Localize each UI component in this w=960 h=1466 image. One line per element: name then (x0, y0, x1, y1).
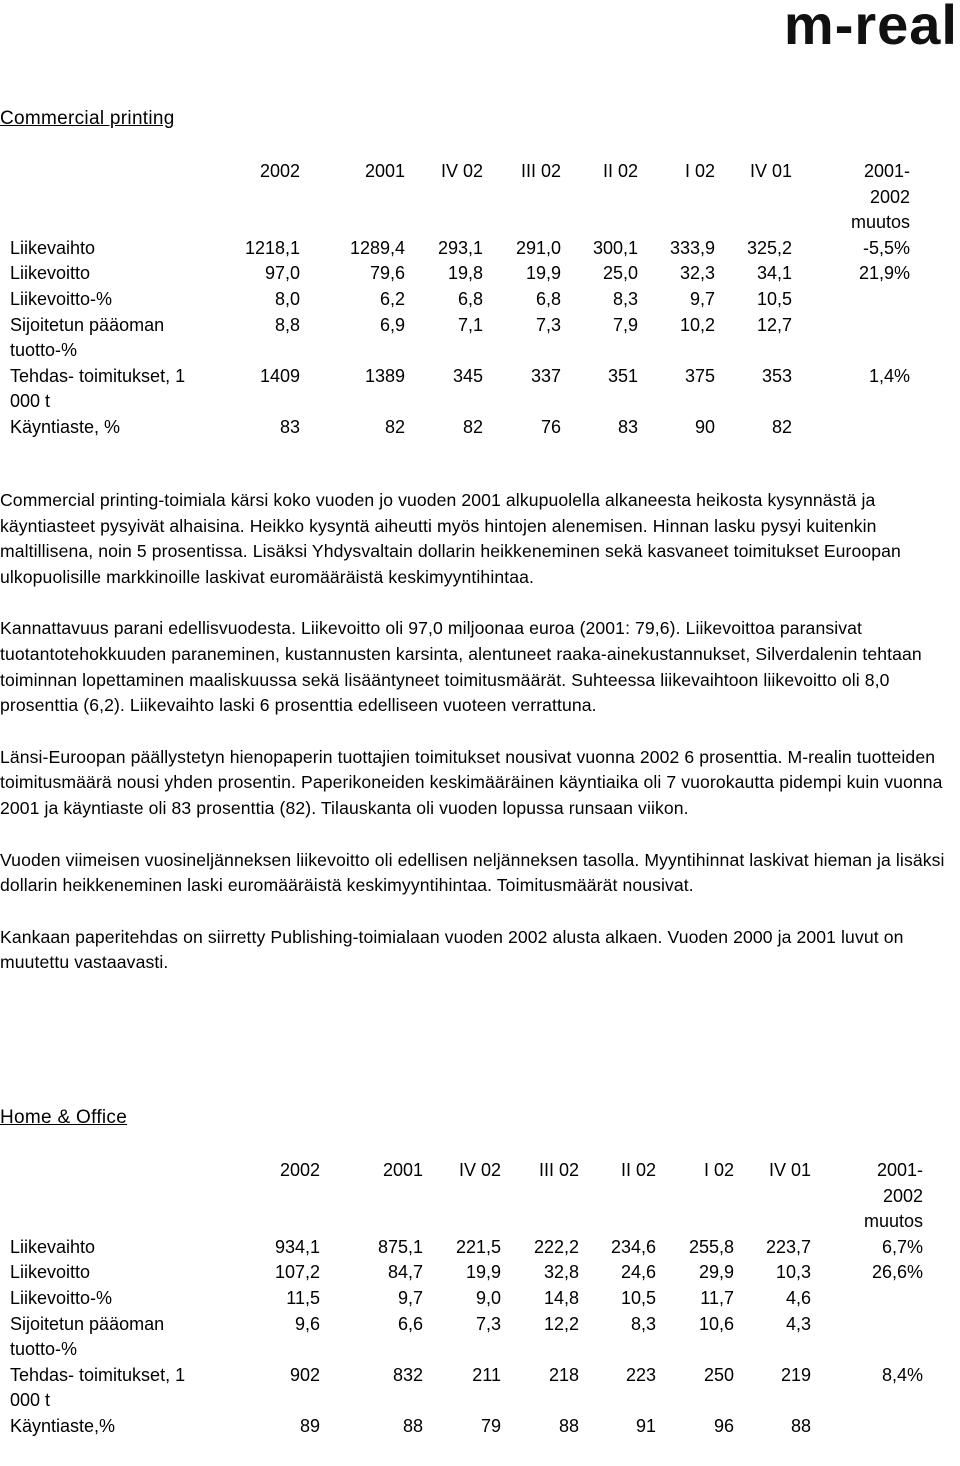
change-cell (792, 287, 910, 313)
value-cell: 9,0 (475, 1287, 501, 1308)
value-cell: 219 (780, 1364, 811, 1385)
change-cell (792, 415, 910, 441)
col-header: I 02 (703, 1160, 734, 1180)
value-cell: 8,8 (274, 314, 300, 335)
value-cell: 1409 (259, 365, 300, 386)
value-cell: 83 (617, 416, 638, 437)
value-cell: 82 (771, 416, 792, 437)
value-cell: 32,3 (679, 263, 715, 284)
value-cell: 291,0 (515, 237, 561, 258)
table-row (10, 261, 910, 287)
col-header-change: 2001-2002 muutos (863, 1160, 923, 1232)
col-header: III 02 (538, 1160, 579, 1180)
value-cell: 6,9 (379, 314, 405, 335)
value-cell: 345 (452, 365, 483, 386)
value-cell: 10,3 (775, 1262, 811, 1283)
col-header: 2002 (259, 161, 300, 181)
value-cell: 6,8 (535, 288, 561, 309)
row-label: Käyntiaste, % (10, 416, 121, 437)
value-cell: 351 (607, 365, 638, 386)
col-header: IV 02 (440, 161, 483, 181)
value-cell: 375 (684, 365, 715, 386)
value-cell: 218 (548, 1364, 579, 1385)
value-cell: 25,0 (602, 263, 638, 284)
value-cell: 9,7 (397, 1287, 423, 1308)
col-header: II 02 (602, 161, 638, 181)
row-label: Liikevoitto (10, 263, 91, 284)
value-cell: 96 (713, 1415, 734, 1436)
value-cell: 24,6 (620, 1262, 656, 1283)
value-cell: 76 (540, 416, 561, 437)
value-cell: 84,7 (387, 1262, 423, 1283)
value-cell: 88 (402, 1415, 423, 1436)
col-header: 2001 (382, 1160, 423, 1180)
value-cell: 6,6 (397, 1313, 423, 1334)
col-header: IV 01 (768, 1160, 811, 1180)
value-cell: 333,9 (669, 237, 715, 258)
table-row (10, 1260, 923, 1286)
col-header: 2001 (364, 161, 405, 181)
table-row (10, 236, 910, 262)
value-cell: 11,7 (700, 1287, 734, 1308)
row-label: Käyntiaste,% (10, 1415, 116, 1436)
body-text (0, 488, 960, 1002)
change-cell: -5,5% (862, 237, 910, 258)
value-cell: 234,6 (610, 1236, 656, 1257)
paragraph: Commercial printing-toimiala kärsi koko vuoden jo vuoden 2001 alkupuolella alkaneesta heikosta kysynnästä ja käyntiasteet pysyivät alhaisina. Heikko kysyntä aiheutti myös hintojen alenemisen. Hinnan lasku pysyi kuitenkin maltillisena, noin 5 prosentissa. Lisäksi Yhdysvaltain dollarin heikkeneminen sekä kasvaneet toimitukset Euroopan ulkopuolisille markkinoille laskivat euromääräistä keskimyyntihintaa. (0, 490, 901, 587)
value-cell: 325,2 (746, 237, 792, 258)
value-cell: 19,9 (465, 1262, 501, 1283)
value-cell: 8,3 (612, 288, 638, 309)
table-row (10, 1312, 923, 1363)
value-cell: 1289,4 (349, 237, 405, 258)
paragraph: Länsi-Euroopan päällystetyn hienopaperin tuottajien toimitukset nousivat vuonna 2002 6 prosenttia. M-realin tuotteiden toimitusmäärä nousi yhden prosentin. Paperikoneiden keskimääräinen käyntiaika oli 7 vuorokautta pidempi kuin vuonna 2001 ja käyntiaste oli 83 prosenttia (82). Tilauskanta oli vuoden lopussa runsaan viikon. (0, 746, 943, 818)
value-cell: 11,5 (286, 1287, 320, 1308)
value-cell: 14,8 (543, 1287, 579, 1308)
value-cell: 9,6 (294, 1313, 320, 1334)
value-cell: 875,1 (377, 1236, 423, 1257)
value-cell: 91 (635, 1415, 656, 1436)
table-header-row (10, 159, 910, 236)
value-cell: 1389 (364, 365, 405, 386)
value-cell: 8,0 (274, 288, 300, 309)
value-cell: 82 (462, 416, 483, 437)
table-row (10, 313, 910, 364)
value-cell: 293,1 (437, 237, 483, 258)
col-header: IV 01 (749, 161, 792, 181)
value-cell: 300,1 (592, 237, 638, 258)
row-label: Liikevaihto (10, 237, 96, 258)
value-cell: 32,8 (543, 1262, 579, 1283)
table-row (10, 1286, 923, 1312)
change-cell: 8,4% (881, 1364, 923, 1385)
value-cell: 211 (472, 1364, 501, 1385)
row-label: Liikevoitto-% (10, 288, 113, 309)
value-cell: 10,5 (756, 288, 792, 309)
value-cell: 89 (299, 1415, 320, 1436)
value-cell: 223,7 (765, 1236, 811, 1257)
value-cell: 29,9 (698, 1262, 734, 1283)
col-header: 2002 (279, 1160, 320, 1180)
value-cell: 222,2 (533, 1236, 579, 1257)
value-cell: 902 (289, 1364, 320, 1385)
value-cell: 88 (558, 1415, 579, 1436)
value-cell: 221,5 (455, 1236, 501, 1257)
value-cell: 79 (480, 1415, 501, 1436)
m-real-logo (730, 0, 960, 50)
commercial-printing-table (10, 159, 910, 441)
value-cell: 832 (392, 1364, 423, 1385)
value-cell: 10,6 (698, 1313, 734, 1334)
section-title-home-office: Home & Office (0, 1107, 128, 1128)
value-cell: 88 (790, 1415, 811, 1436)
value-cell: 7,3 (475, 1313, 501, 1334)
table-row (10, 1414, 923, 1440)
value-cell: 4,3 (785, 1313, 811, 1334)
col-header: I 02 (684, 161, 715, 181)
change-cell: 21,9% (858, 263, 910, 284)
value-cell: 19,8 (447, 263, 483, 284)
col-header-change: 2001-2002 muutos (850, 161, 910, 233)
value-cell: 83 (279, 416, 300, 437)
value-cell: 353 (761, 365, 792, 386)
value-cell: 934,1 (274, 1236, 320, 1257)
value-cell: 12,7 (756, 314, 792, 335)
col-header: IV 02 (458, 1160, 501, 1180)
home-office-table (10, 1158, 923, 1440)
value-cell: 337 (530, 365, 561, 386)
row-label: Tehdas- toimitukset, 1 000 t (10, 1364, 186, 1411)
value-cell: 12,2 (543, 1313, 579, 1334)
table-row (10, 364, 910, 415)
value-cell: 4,6 (785, 1287, 811, 1308)
value-cell: 7,3 (535, 314, 561, 335)
value-cell: 8,3 (630, 1313, 656, 1334)
change-cell: 26,6% (871, 1262, 923, 1283)
table-header-row (10, 1158, 923, 1235)
row-label: Liikevoitto (10, 1262, 91, 1283)
change-cell (792, 313, 910, 364)
value-cell: 223 (625, 1364, 656, 1385)
value-cell: 6,8 (457, 288, 483, 309)
value-cell: 1218,1 (244, 237, 300, 258)
paragraph: Vuoden viimeisen vuosineljänneksen liikevoitto oli edellisen neljänneksen tasolla. Myyntihinnat laskivat hieman ja lisäksi dollarin heikkeneminen laski euromääräistä keskimyyntihintaa. Toimitusmäärät nousivat. (0, 849, 945, 896)
change-cell (811, 1286, 923, 1312)
row-label: Sijoitetun pääoman tuotto-% (10, 314, 165, 361)
change-cell: 1,4% (868, 365, 910, 386)
value-cell: 97,0 (264, 263, 300, 284)
row-label: Liikevaihto (10, 1236, 96, 1257)
value-cell: 7,9 (612, 314, 638, 335)
value-cell: 107,2 (274, 1262, 320, 1283)
value-cell: 250 (703, 1364, 734, 1385)
value-cell: 82 (384, 416, 405, 437)
value-cell: 6,2 (379, 288, 405, 309)
section-title-commercial-printing: Commercial printing (0, 108, 175, 129)
change-cell (811, 1414, 923, 1440)
change-cell: 6,7% (881, 1236, 923, 1257)
row-label: Sijoitetun pääoman tuotto-% (10, 1313, 165, 1360)
col-header: II 02 (620, 1160, 656, 1180)
row-label: Liikevoitto-% (10, 1287, 113, 1308)
col-header: III 02 (520, 161, 561, 181)
value-cell: 10,2 (679, 314, 715, 335)
value-cell: 10,5 (620, 1287, 656, 1308)
value-cell: 34,1 (756, 263, 792, 284)
value-cell: 79,6 (369, 263, 405, 284)
value-cell: 255,8 (688, 1236, 734, 1257)
value-cell: 90 (694, 416, 715, 437)
value-cell: 9,7 (689, 288, 715, 309)
change-cell (811, 1312, 923, 1363)
row-label: Tehdas- toimitukset, 1 000 t (10, 365, 186, 412)
value-cell: 19,9 (525, 263, 561, 284)
table-row (10, 415, 910, 441)
table-row (10, 1235, 923, 1261)
table-row (10, 1363, 923, 1414)
value-cell: 7,1 (457, 314, 483, 335)
paragraph: Kannattavuus parani edellisvuodesta. Liikevoitto oli 97,0 miljoonaa euroa (2001: 79,6). Liikevoittoa paransivat tuotantotehokkuuden paraneminen, kustannusten karsinta, alentuneet raaka-ainekustannukset, Silverdalenin tehtaan toiminnan lopettaminen maaliskuussa sekä lisääntyneet toimitusmäärät. Suhteessa liikevaihtoon liikevoitto oli 8,0 prosenttia (6,2). Liikevaihto laski 6 prosenttia edelliseen vuoteen verrattuna. (0, 618, 922, 716)
paragraph: Kankaan paperitehdas on siirretty Publishing-toimialaan vuoden 2002 alusta alkaen. Vuoden 2000 ja 2001 luvut on muutettu vastaavasti. (0, 926, 904, 973)
table-row (10, 287, 910, 313)
logo-text: m-real (783, 0, 958, 50)
